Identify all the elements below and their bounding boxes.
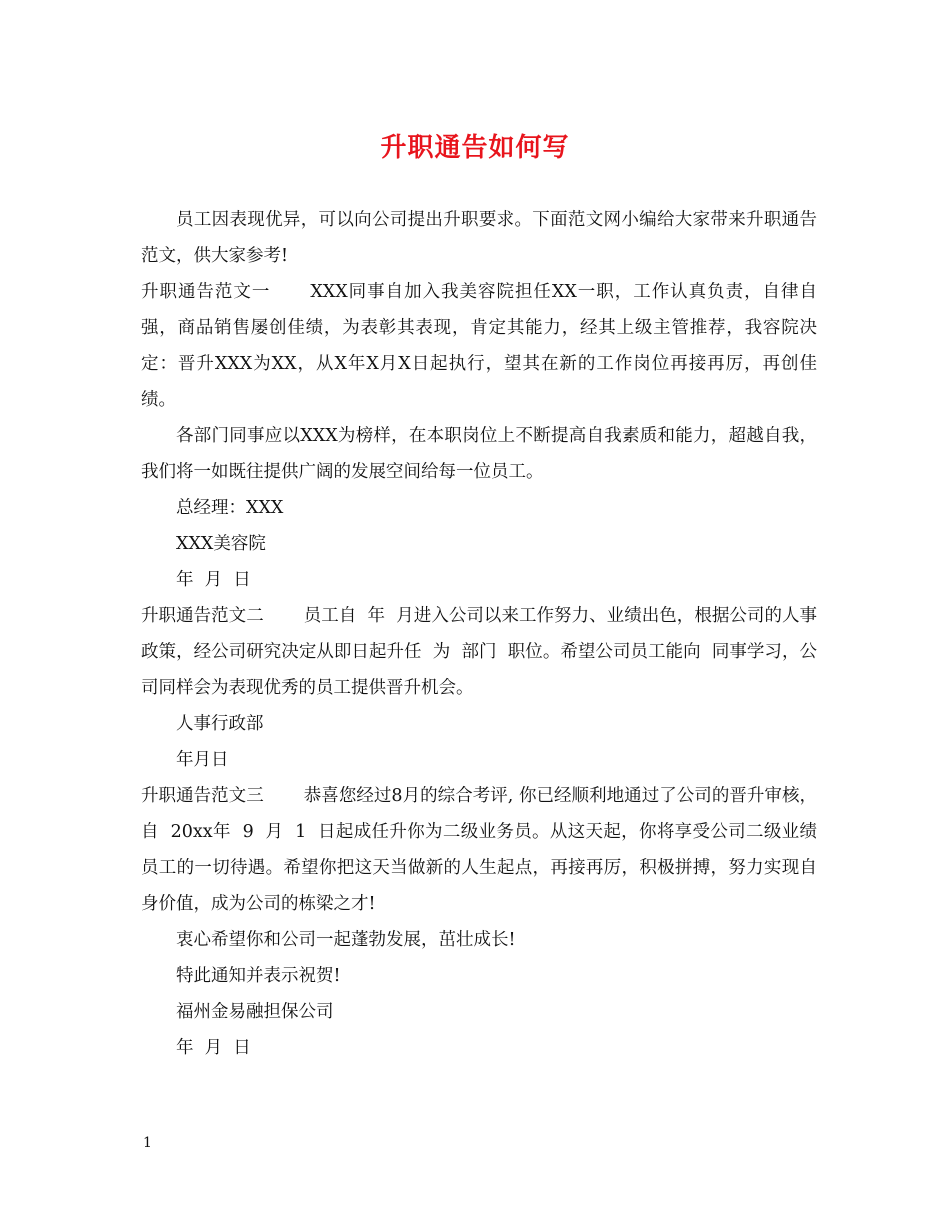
sample3-body: 恭喜您经过8月的综合考评, 你已经顺利地通过了公司的晋升审核，自 20xx年 9 月 1 日起成任升你为二级业务员。从这天起，你将享受公司二级业绩员工的一切待遇。希望你把这天当做新的人生起点，再接再厉，积极拼搏，努力实现自身价值，成为公司的栋梁之才! bbox=[141, 786, 817, 914]
sample1-heading: 升职通告范文一 bbox=[141, 282, 271, 302]
sample1-paragraph bbox=[141, 274, 817, 418]
sample3-org: 福州金易融担保公司 bbox=[176, 1002, 334, 1022]
sample2-date: 年月日 bbox=[176, 750, 229, 770]
sample1-paragraph-2: 各部门同事应以XXX为榜样，在本职岗位上不断提高自我素质和能力，超越自我，我们将一如既往提供广阔的发展空间给每一位员工。 bbox=[141, 426, 817, 482]
document-body bbox=[141, 202, 817, 1066]
sample2-paragraph bbox=[141, 598, 817, 706]
sample1-body: XXX同事自加入我美容院担任XX一职，工作认真负责，自律自强，商品销售屡创佳绩，为表彰其表现，肯定其能力，经其上级主管推荐，我容院决定：晋升XXX为XX，从X年X月X日起执行，望其在新的工作岗位再接再厉，再创佳绩。 bbox=[141, 282, 817, 410]
sample2-heading: 升职通告范文二 bbox=[141, 606, 264, 626]
sample3-date: 年 月 日 bbox=[176, 1038, 251, 1058]
document-title: 升职通告如何写 bbox=[380, 133, 570, 163]
sample1-signer: 总经理：XXX bbox=[176, 498, 284, 518]
sample2-org: 人事行政部 bbox=[176, 714, 264, 734]
sample3-paragraph bbox=[141, 778, 817, 922]
sample2-body: 员工自 年 月进入公司以来工作努力、业绩出色，根据公司的人事政策，经公司研究决定从即日起升任 为 部门 职位。希望公司员工能向 同事学习，公司同样会为表现优秀的员工提供晋升机会。 bbox=[141, 606, 818, 698]
sample1-org: XXX美容院 bbox=[176, 534, 266, 554]
intro-paragraph: 员工因表现优异，可以向公司提出升职要求。下面范文网小编给大家带来升职通告范文，供大家参考! bbox=[141, 210, 817, 266]
page-number: 1 bbox=[143, 1135, 152, 1151]
sample1-date: 年 月 日 bbox=[176, 570, 251, 590]
sample3-wish: 衷心希望你和公司一起蓬勃发展，茁壮成长! bbox=[176, 930, 516, 950]
sample3-heading: 升职通告范文三 bbox=[141, 786, 264, 806]
sample3-notice: 特此通知并表示祝贺! bbox=[176, 966, 341, 986]
